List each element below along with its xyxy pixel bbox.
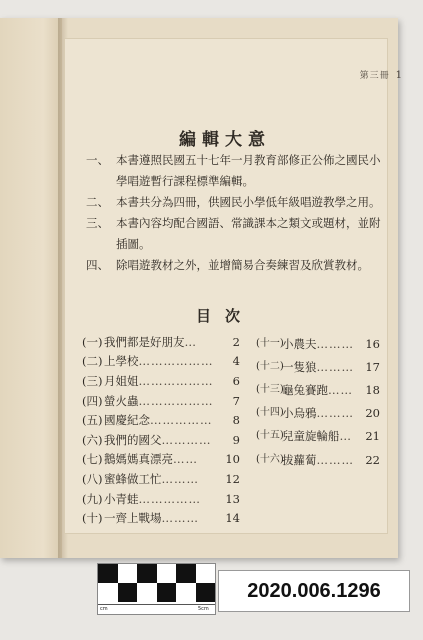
- toc-entry-title: 兒童旋輪船: [282, 429, 340, 444]
- toc-entry-title: 鵝媽媽真漂亮: [104, 452, 173, 467]
- toc-entry-number: (七): [82, 452, 103, 467]
- toc-entry-title: 拔蘿蔔: [282, 452, 317, 467]
- toc-entry: [82, 508, 240, 528]
- toc-entry-leader: ………: [316, 336, 354, 351]
- toc-entry-page: 21: [365, 429, 380, 444]
- toc-entry: [82, 489, 240, 509]
- scale-square: [196, 583, 216, 602]
- toc-entry-title: 我們都是好朋友: [104, 334, 185, 349]
- preface-item: [86, 192, 386, 213]
- toc-right-column: [256, 332, 380, 471]
- scale-square: [98, 564, 118, 583]
- toc-entry-leader: ………………: [138, 373, 214, 388]
- toc-entry: [256, 332, 380, 355]
- toc-entry-number: (三): [82, 373, 103, 388]
- toc-entry: [256, 425, 380, 448]
- scale-square: [118, 583, 138, 602]
- scale-label: cm: [100, 606, 108, 612]
- preface-item-number: 四、: [86, 258, 109, 272]
- preface-item-text: 本書共分為四冊，供國民小學低年級唱遊教學之用。: [116, 195, 381, 209]
- toc-entry-page: 4: [232, 354, 240, 369]
- toc-entry-page: 20: [365, 406, 380, 421]
- toc-entry-number: (二): [82, 354, 103, 369]
- preface-item-text: 本書內容均配合國語、常識課本之類文或題材，並附插圖。: [116, 216, 381, 251]
- toc-entry-page: 12: [225, 471, 240, 486]
- toc-entry-page: 9: [232, 432, 240, 447]
- toc-left-column: [82, 332, 240, 528]
- toc-entry-title: 小農夫: [282, 336, 317, 351]
- preface-item-number: 一、: [86, 153, 109, 167]
- toc-entry-leader: ………………: [138, 354, 214, 369]
- toc-entry: [256, 402, 380, 425]
- toc-entry-page: 6: [232, 373, 240, 388]
- toc-entry-page: 16: [365, 336, 380, 351]
- preface-item-number: 三、: [86, 216, 109, 230]
- preface-item-text: 除唱遊教材之外，並增簡易合奏練習及欣賞教材。: [116, 258, 369, 272]
- left-page-edge: [0, 18, 62, 558]
- toc-entry-title: 一齊上戰場: [104, 511, 162, 526]
- toc-entry-number: (十五): [256, 430, 284, 442]
- toc-entry-page: 2: [232, 334, 240, 349]
- toc-entry-title: 上學校: [104, 354, 139, 369]
- toc-entry-title: 螢火蟲: [104, 393, 139, 408]
- toc-entry-leader: ………: [316, 452, 354, 467]
- toc-entry-title: 我們的國父: [104, 432, 162, 447]
- toc-entry-title: 國慶紀念: [104, 413, 150, 428]
- toc-entry-number: (十一): [256, 337, 284, 349]
- toc-entry: [256, 355, 380, 378]
- toc-entry-page: 14: [225, 511, 240, 526]
- toc-entry-number: (十三): [256, 383, 284, 395]
- toc-entry-number: (五): [82, 413, 103, 428]
- toc-entry-number: (四): [82, 393, 103, 408]
- toc-entry: [82, 391, 240, 411]
- toc-entry-number: (一): [82, 334, 103, 349]
- preface-item: [86, 255, 386, 276]
- volume-label: 第三冊: [359, 71, 390, 81]
- toc-entry: [82, 450, 240, 470]
- toc-entry: [82, 410, 240, 430]
- toc-entry-title: 月姐姐: [104, 373, 139, 388]
- toc-title: 目次: [195, 307, 254, 325]
- toc-entry-page: 13: [225, 491, 240, 506]
- toc-entry-leader: ………: [161, 471, 199, 486]
- preface-item: [86, 150, 386, 192]
- toc-entry-number: (六): [82, 432, 103, 447]
- preface-item: [86, 213, 386, 255]
- toc-entry-leader: ……………: [138, 491, 201, 506]
- toc-entry-page: 17: [365, 359, 380, 374]
- toc-entry: [82, 332, 240, 352]
- toc-entry-title: 小烏鴉: [282, 406, 317, 421]
- toc-entry-leader: …: [184, 334, 197, 349]
- toc-entry-leader: ……: [328, 382, 353, 397]
- toc-entry-page: 10: [225, 452, 240, 467]
- toc-entry-title: 小青蛙: [104, 491, 139, 506]
- preface-item-text: 本書遵照民國五十七年一月教育部修正公佈之國民小學唱遊暫行課程標準編輯。: [116, 153, 381, 188]
- toc-entry-number: (九): [82, 491, 103, 506]
- scale-label: 5cm: [198, 606, 209, 612]
- toc-entry: [82, 371, 240, 391]
- toc-entry-title: 一隻狼: [282, 359, 317, 374]
- toc-entry-leader: ……: [173, 452, 198, 467]
- toc-entry-page: 8: [232, 413, 240, 428]
- toc-entry: [82, 430, 240, 450]
- scale-ruler: [98, 604, 215, 605]
- running-head: [360, 68, 403, 81]
- accession-number: 2020.006.1296: [218, 570, 410, 612]
- toc-entry-leader: ………: [316, 406, 354, 421]
- scale-square: [137, 564, 157, 583]
- toc-entry-number: (十二): [256, 360, 284, 372]
- toc-entry-leader: …: [339, 429, 352, 444]
- page-number: 1: [395, 70, 403, 81]
- toc-entry-leader: ………: [316, 359, 354, 374]
- toc-entry-leader: ……………: [150, 413, 213, 428]
- toc-entry-number: (十): [82, 511, 103, 526]
- preface-title: 編輯大意: [179, 130, 271, 150]
- toc-entry: [256, 448, 380, 471]
- toc-entry-number: (十六): [256, 453, 284, 465]
- scale-square: [176, 564, 196, 583]
- toc-entry-page: 18: [365, 382, 380, 397]
- preface-list: [86, 150, 386, 276]
- toc-entry-leader: ………: [161, 511, 199, 526]
- toc-entry-leader: ………………: [138, 393, 214, 408]
- toc-entry-page: 22: [365, 452, 380, 467]
- toc-entry-number: (八): [82, 471, 103, 486]
- toc-entry-leader: …………: [161, 432, 212, 447]
- toc-entry-page: 7: [232, 393, 240, 408]
- toc-entry-number: (十四): [256, 407, 284, 419]
- toc-entry: [82, 469, 240, 489]
- toc-entry-title: 蜜蜂做工忙: [104, 471, 162, 486]
- toc-entry: [256, 378, 380, 401]
- scale-square: [157, 583, 177, 602]
- toc-entry: [82, 352, 240, 372]
- color-scale-card: [97, 563, 216, 615]
- toc-entry-title: 龜兔賽跑: [282, 382, 328, 397]
- preface-item-number: 二、: [86, 195, 109, 209]
